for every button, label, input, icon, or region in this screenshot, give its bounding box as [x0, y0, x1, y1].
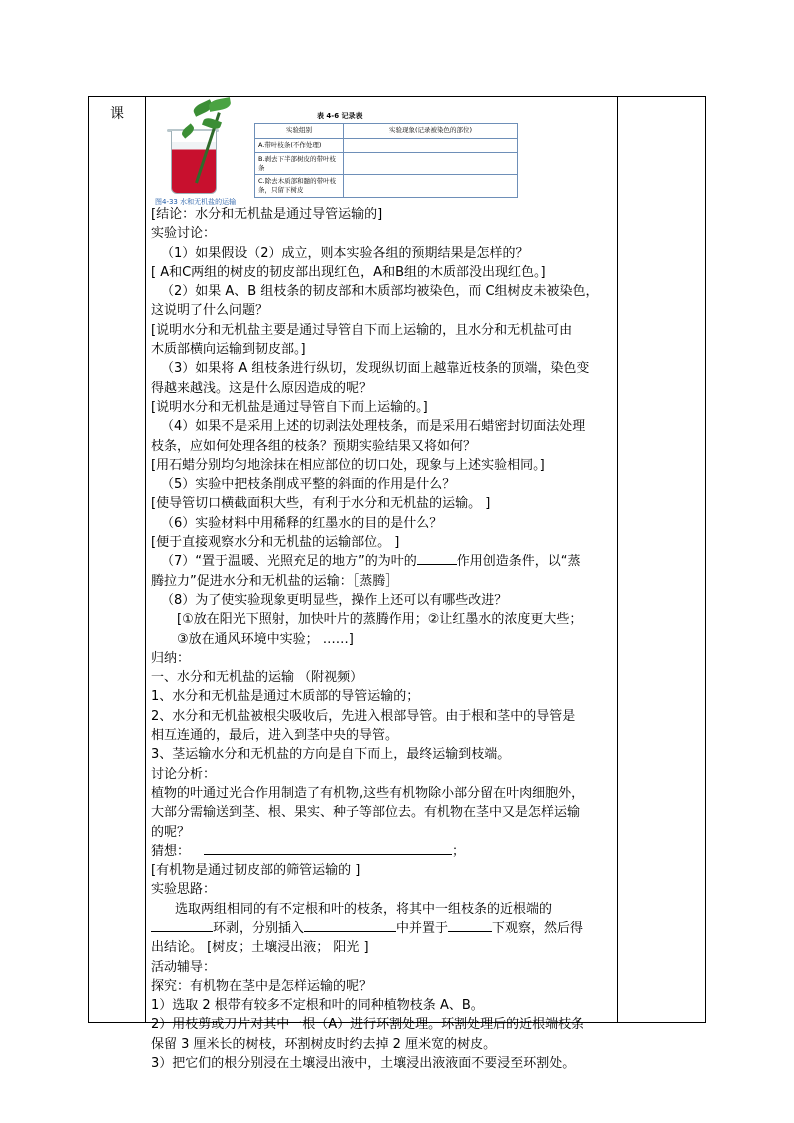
lesson-text [151, 205, 617, 1073]
text-line: [结论：水分和无机盐是通过导管运输的] [151, 207, 383, 222]
text-line: 植物的叶通过光合作用制造了有机物,这些有机物除小部分留在叶肉细胞外， [151, 785, 585, 801]
idea-text: 环剥，分别插入 [213, 920, 305, 936]
answer-blank [304, 919, 396, 932]
text-line: ③放在通风环境中实验； ……] [177, 631, 354, 647]
table-cell [344, 152, 518, 175]
content-cell [149, 97, 617, 1072]
text-line: [ A和C两组的树皮的韧皮部出现红色，A和B组的木质部没出现红色。] [151, 264, 546, 280]
record-table [254, 123, 518, 198]
text-line: 得越来越浅。这是什么原因造成的呢？ [151, 380, 373, 396]
text-line: [用石蜡分别均匀地涂抹在相应部位的切口处，现象与上述实验相同。] [151, 457, 545, 473]
text-line: （6）实验材料中用稀释的红墨水的目的是什么？ [161, 515, 443, 531]
text-line [151, 919, 617, 938]
answer-blank [151, 919, 213, 932]
text-line: 大部分需输送到茎、根、果实、种子等部位去。有机物在茎中又是怎样运输 [151, 805, 581, 821]
column-divider [145, 97, 146, 1022]
text-line: 保留 3 厘米长的树枝，环割树皮时约去掉 2 厘米宽的树皮。 [151, 1036, 497, 1052]
text-line [151, 552, 617, 571]
text-line: （8）为了使实验现象更明显些，操作上还可以有哪些改进？ [161, 592, 508, 608]
text-line: 实验思路： [151, 882, 217, 898]
text-line: [使导管切口横截面积大些，有利于水分和无机盐的运输。 ] [151, 496, 491, 512]
text-line: [有机物是通过韧皮部的筛管运输的 ] [151, 863, 361, 879]
text-line: 2）用枝剪或刀片对其中一根（A）进行环割处理。环割处理后的近根端枝条 [151, 1017, 585, 1033]
text-line: 归纳： [151, 650, 191, 666]
lesson-table [88, 96, 706, 1072]
column-divider [617, 97, 618, 1022]
text-line: 3、茎运输水分和无机盐的方向是自下而上，最终运输到枝端。 [151, 747, 511, 763]
table-row [255, 152, 518, 175]
guess-label: 猜想： [151, 843, 191, 859]
text-line: 3）把它们的根分别浸在土壤浸出液中，土壤浸出液液面不要浸至环割处。 [151, 1056, 576, 1072]
guess-end: ； [452, 843, 466, 859]
text-line: 一、水分和无机盐的运输 （附视频） [151, 670, 364, 686]
text-line: [①放在阳光下照射，加快叶片的蒸腾作用；②让红墨水的浓度更大些； [177, 612, 583, 628]
text-line: 讨论分析： [151, 766, 217, 782]
text-line [151, 842, 617, 861]
table-cell: C.除去木质部和髓的带叶枝条，只留下树皮 [255, 175, 344, 198]
table-header: 实验组别 [255, 124, 344, 139]
table-cell: A.带叶枝条(不作处理) [255, 139, 344, 153]
text-line: [说明水分和无机盐主要是通过导管自下而上运输的，且水分和无机盐可由 [151, 322, 573, 338]
text-line: 2、水分和无机盐被根尖吸收后，先进入根部导管。由于根和茎中的导管是 [151, 708, 576, 724]
text-line: 枝条，应如何处理各组的枝条？预期实验结果又将如何？ [151, 438, 477, 454]
table-cell [344, 139, 518, 153]
q7-text: 作用创造条件，以“蒸 [456, 554, 581, 570]
answer-blank [204, 842, 452, 855]
text-line: 木质部横向运输到韧皮部。] [151, 342, 306, 358]
idea-text: 中并置于 [396, 920, 449, 936]
text-line: 1）选取 2 根带有较多不定根和叶的同种植物枝条 A、B。 [151, 998, 484, 1014]
figure-caption: 图4-33 水和无机盐的运输 [155, 198, 237, 206]
table-header: 实验现象(记录被染色的部位) [344, 124, 518, 139]
answer-blank [417, 552, 457, 565]
text-line: 的呢？ [151, 824, 191, 840]
table-cell [344, 175, 518, 198]
idea-text: 下观察，然后得 [492, 920, 584, 936]
section-label: 课 [110, 106, 124, 122]
text-line: 选取两组相同的有不定根和叶的枝条，将其中一组枝条的近根端的 [175, 901, 553, 917]
q7-text: （7）“置于温暖、光照充足的地方”的为叶的 [161, 554, 417, 570]
text-line: 探究：有机物在茎中是怎样运输的呢？ [151, 978, 373, 994]
text-line: 腾拉力”促进水分和无机盐的运输：［蒸腾］ [151, 573, 399, 589]
text-line: 出结论。 [树皮；土壤浸出液； 阳光 ] [151, 940, 369, 956]
text-line: （5）实验中把枝条削成平整的斜面的作用是什么？ [161, 477, 456, 493]
text-line: 活动辅导： [151, 959, 217, 975]
table-cell: B.剥去下半部树皮的带叶枝条 [255, 152, 344, 175]
experiment-figure [153, 97, 253, 206]
text-line: （4）如果不是采用上述的切剥法处理枝条，而是采用石蜡密封切面法处理 [161, 419, 586, 435]
text-line: （1）如果假设（2）成立，则本实验各组的预期结果是怎样的？ [161, 245, 529, 261]
text-line: （3）如果将 A 组枝条进行纵切，发现纵切面上越靠近枝条的顶端，染色变 [161, 361, 590, 377]
text-line: 实验讨论： [151, 226, 217, 242]
record-table-title: 表 4-6 记录表 [317, 112, 363, 120]
text-line: [便于直接观察水分和无机盐的运输部位。 ] [151, 535, 400, 551]
leaf-icon [208, 97, 232, 112]
text-line: 这说明了什么问题？ [151, 303, 269, 319]
text-line: [说明水分和无机盐是通过导管自下而上运输的。] [151, 399, 428, 415]
text-line: （2）如果 A、B 组枝条的韧皮部和木质部均被染色，而 C组树皮未被染色， [161, 284, 599, 300]
text-line: 1、水分和无机盐是通过木质部的导管运输的； [151, 689, 420, 705]
answer-blank [448, 919, 492, 932]
table-row [255, 175, 518, 198]
text-line: 相互连通的，最后，进入到茎中央的导管。 [151, 728, 399, 744]
table-row [255, 139, 518, 153]
